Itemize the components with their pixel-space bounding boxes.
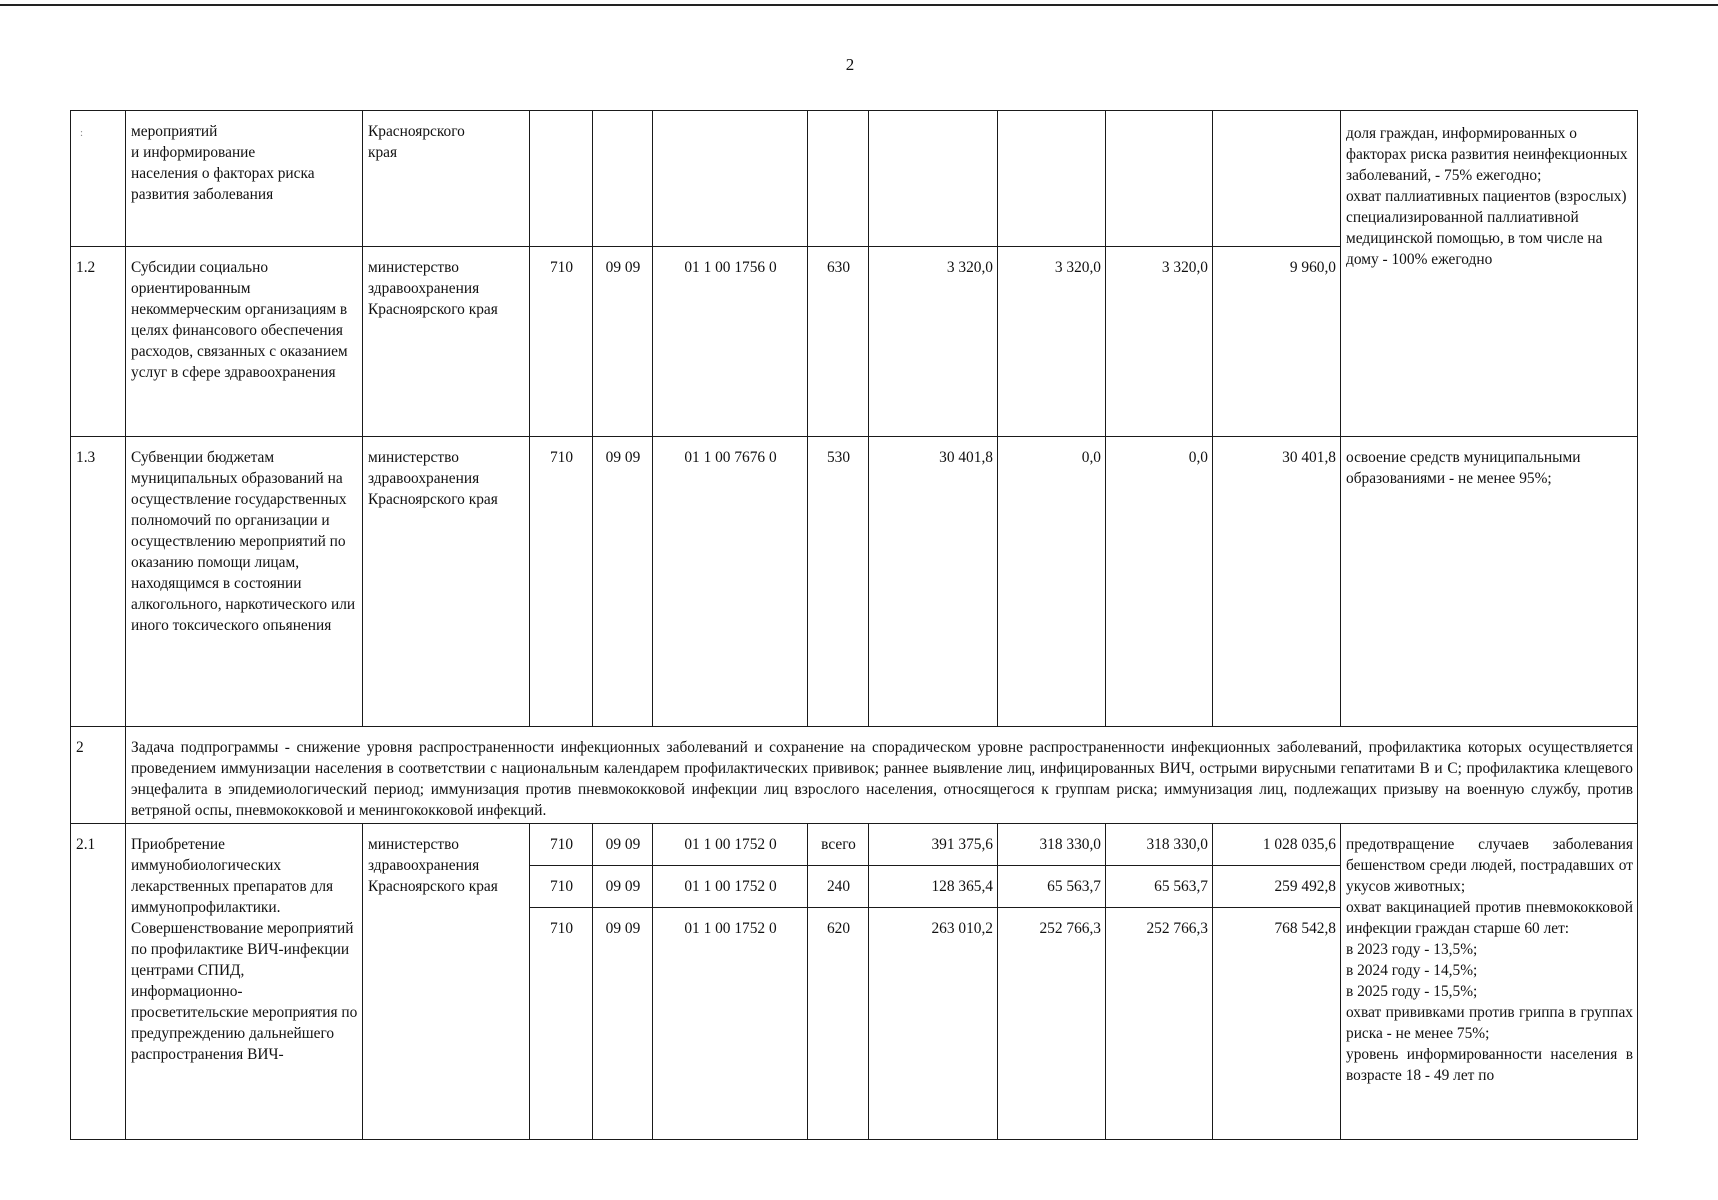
table-row [71, 111, 1638, 247]
year-2025-cell [1106, 111, 1213, 247]
grbs-cell: 710 [530, 247, 593, 437]
vr-cell: 630 [808, 247, 869, 437]
csr-cell: 01 1 00 1756 0 [653, 247, 808, 437]
table-row [71, 824, 1638, 866]
year-2023-cell: 30 401,8 [869, 437, 998, 727]
year-2025-cell: 252 766,3 [1106, 908, 1213, 1140]
executor: Красноярского края [363, 111, 530, 247]
rzpr-cell: 09 09 [593, 908, 653, 1140]
year-2024-cell [998, 111, 1106, 247]
row-number: 1.3 [71, 437, 126, 727]
year-2023-cell: 391 375,6 [869, 824, 998, 866]
csr-cell: 01 1 00 1752 0 [653, 908, 808, 1140]
total-cell: 768 542,8 [1213, 908, 1341, 1140]
year-2025-cell: 3 320,0 [1106, 247, 1213, 437]
year-2023-cell [869, 111, 998, 247]
program-activities-table [70, 110, 1638, 1140]
year-2024-cell: 318 330,0 [998, 824, 1106, 866]
grbs-cell: 710 [530, 437, 593, 727]
grbs-cell [530, 111, 593, 247]
activity-name: мероприятий и информирование населения о факторах риска развития заболевания [126, 111, 363, 247]
row-number: 2.1 [71, 824, 126, 1140]
csr-cell: 01 1 00 7676 0 [653, 437, 808, 727]
rzpr-cell [593, 111, 653, 247]
rzpr-cell: 09 09 [593, 437, 653, 727]
activity-name: Субсидии социально ориентированным некоммерческим организациям в целях финансового обеспечения расходов, связанных с оказанием услуг в сфере здравоохранения [126, 247, 363, 437]
executor: министерство здравоохранения Красноярского края [363, 437, 530, 727]
executor: министерство здравоохранения Красноярского края [363, 247, 530, 437]
table-row-task [71, 727, 1638, 824]
year-2023-cell: 263 010,2 [869, 908, 998, 1140]
csr-cell: 01 1 00 1752 0 [653, 866, 808, 908]
executor: министерство здравоохранения Красноярского края [363, 824, 530, 1140]
vr-cell [808, 111, 869, 247]
expected-results: предотвращение случаев заболевания бешенством среди людей, пострадавших от укусов животных; охват вакцинацией против пневмококковой инфекции граждан старше 60 лет: в 2023 году - 13,5%; в 2024 году - 14,5%; в 2025 году - 15,5%; охват прививками против гриппа в группах риска - не менее 75%; уровень информированности населения в возрасте 18 - 49 лет по [1341, 824, 1638, 1140]
row-number: 1.2 [71, 247, 126, 437]
rzpr-cell: 09 09 [593, 866, 653, 908]
row-number: 2 [71, 727, 126, 824]
year-2024-cell: 252 766,3 [998, 908, 1106, 1140]
vr-cell: 240 [808, 866, 869, 908]
total-cell: 1 028 035,6 [1213, 824, 1341, 866]
expected-results: доля граждан, информированных о факторах риска развития неинфекционных заболеваний, - 75% ежегодно; охват паллиативных пациентов (взрослых) специализированной паллиативной медицинской помощью, в том числе на дому - 100% ежегодно [1341, 111, 1638, 437]
year-2023-cell: 3 320,0 [869, 247, 998, 437]
year-2024-cell: 65 563,7 [998, 866, 1106, 908]
vr-cell: всего [808, 824, 869, 866]
table-row [71, 437, 1638, 727]
year-2024-cell: 3 320,0 [998, 247, 1106, 437]
vr-cell: 620 [808, 908, 869, 1140]
row-number: : [71, 111, 126, 247]
year-2023-cell: 128 365,4 [869, 866, 998, 908]
total-cell: 30 401,8 [1213, 437, 1341, 727]
total-cell [1213, 111, 1341, 247]
year-2024-cell: 0,0 [998, 437, 1106, 727]
csr-cell [653, 111, 808, 247]
grbs-cell: 710 [530, 908, 593, 1140]
rzpr-cell: 09 09 [593, 247, 653, 437]
subprogram-task: Задача подпрограммы - снижение уровня распространенности инфекционных заболеваний и сохранение на спорадическом уровне распространенности инфекционных заболеваний, профилактика которых осуществляется проведением иммунизации населения в соответствии с национальным календарем профилактических прививок; раннее выявление лиц, инфицированных ВИЧ, острыми вирусными гепатитами В и С; профилактика клещевого энцефалита в эпидемиологический период; иммунизация против пневмококковой инфекции лиц взрослого населения, относящегося к группам риска; иммунизация лиц, подлежащих призыву на военную службу, против ветряной оспы, пневмококковой и менингококковой инфекций. [126, 727, 1638, 824]
vr-cell: 530 [808, 437, 869, 727]
expected-results: освоение средств муниципальными образованиями - не менее 95%; [1341, 437, 1638, 727]
year-2025-cell: 65 563,7 [1106, 866, 1213, 908]
year-2025-cell: 318 330,0 [1106, 824, 1213, 866]
rzpr-cell: 09 09 [593, 824, 653, 866]
activity-name: Приобретение иммунобиологических лекарственных препаратов для иммунопрофилактики. Совершенствование мероприятий по профилактике ВИЧ-инфекции центрами СПИД, информационно-просветительские мероприятия по предупреждению дальнейшего распространения ВИЧ- [126, 824, 363, 1140]
total-cell: 9 960,0 [1213, 247, 1341, 437]
grbs-cell: 710 [530, 866, 593, 908]
activity-name: Субвенции бюджетам муниципальных образований на осуществление государственных полномочий по организации и осуществлению мероприятий по оказанию помощи лицам, находящимся в состоянии алкогольного, наркотического или иного токсического опьянения [126, 437, 363, 727]
year-2025-cell: 0,0 [1106, 437, 1213, 727]
total-cell: 259 492,8 [1213, 866, 1341, 908]
csr-cell: 01 1 00 1752 0 [653, 824, 808, 866]
top-border-line [0, 4, 1718, 6]
grbs-cell: 710 [530, 824, 593, 866]
page-number: 2 [845, 55, 855, 74]
